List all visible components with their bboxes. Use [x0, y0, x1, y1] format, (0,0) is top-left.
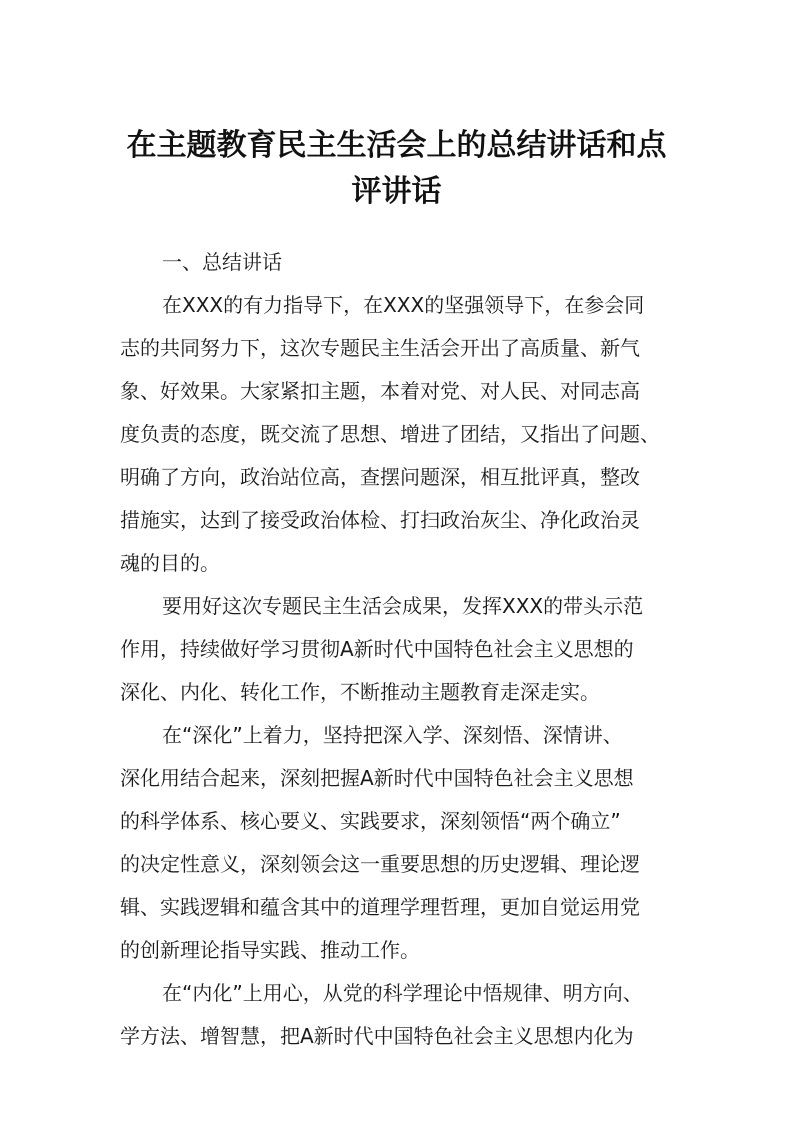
paragraph-line: 在“深化”上着力，坚持把深入学、深刻悟、深情讲、: [162, 723, 623, 747]
paragraph-line: 魂的目的。: [120, 551, 220, 575]
paragraph-line: 度负责的态度，既交流了思想、增进了团结，又指出了问题、: [120, 422, 660, 446]
paragraph-line: 深化、内化、转化工作，不断推动主题教育走深走实。: [120, 680, 600, 704]
section-heading: 一、总结讲话: [162, 250, 282, 274]
paragraph-line: 志的共同努力下，这次专题民主生活会开出了高质量、新气: [120, 336, 640, 360]
paragraph-line: 的科学体系、核心要义、实践要求，深刻领悟“两个确立”: [120, 809, 621, 833]
paragraph-line: 辑、实践逻辑和蕴含其中的道理学理哲理，更加自觉运用党: [120, 895, 640, 919]
paragraph-line: 的创新理论指导实践、推动工作。: [120, 938, 420, 962]
document-title-line-1: 在主题教育民主生活会上的总结讲话和点: [126, 128, 667, 163]
paragraph-line: 作用，持续做好学习贯彻A新时代中国特色社会主义思想的: [120, 637, 634, 661]
paragraph-line: 象、好效果。大家紧扣主题，本着对党、对人民、对同志高: [120, 379, 640, 403]
paragraph-line: 深化用结合起来，深刻把握A新时代中国特色社会主义思想: [120, 766, 634, 790]
paragraph-line: 明确了方向，政治站位高，查摆问题深，相互批评真，整改: [120, 465, 640, 489]
paragraph-line: 在“内化”上用心，从党的科学理论中悟规律、明方向、: [162, 981, 643, 1005]
paragraph-line: 措施实，达到了接受政治体检、打扫政治灰尘、净化政治灵: [120, 508, 640, 532]
paragraph-line: 在XXX的有力指导下，在XXX的坚强领导下，在参会同: [162, 293, 645, 317]
document-title-line-2: 评讲话: [351, 174, 442, 209]
paragraph-line: 要用好这次专题民主生活会成果，发挥XXX的带头示范: [162, 594, 644, 618]
paragraph-line: 学方法、增智慧，把A新时代中国特色社会主义思想内化为: [120, 1024, 634, 1048]
paragraph-line: 的决定性意义，深刻领会这一重要思想的历史逻辑、理论逻: [120, 852, 640, 876]
